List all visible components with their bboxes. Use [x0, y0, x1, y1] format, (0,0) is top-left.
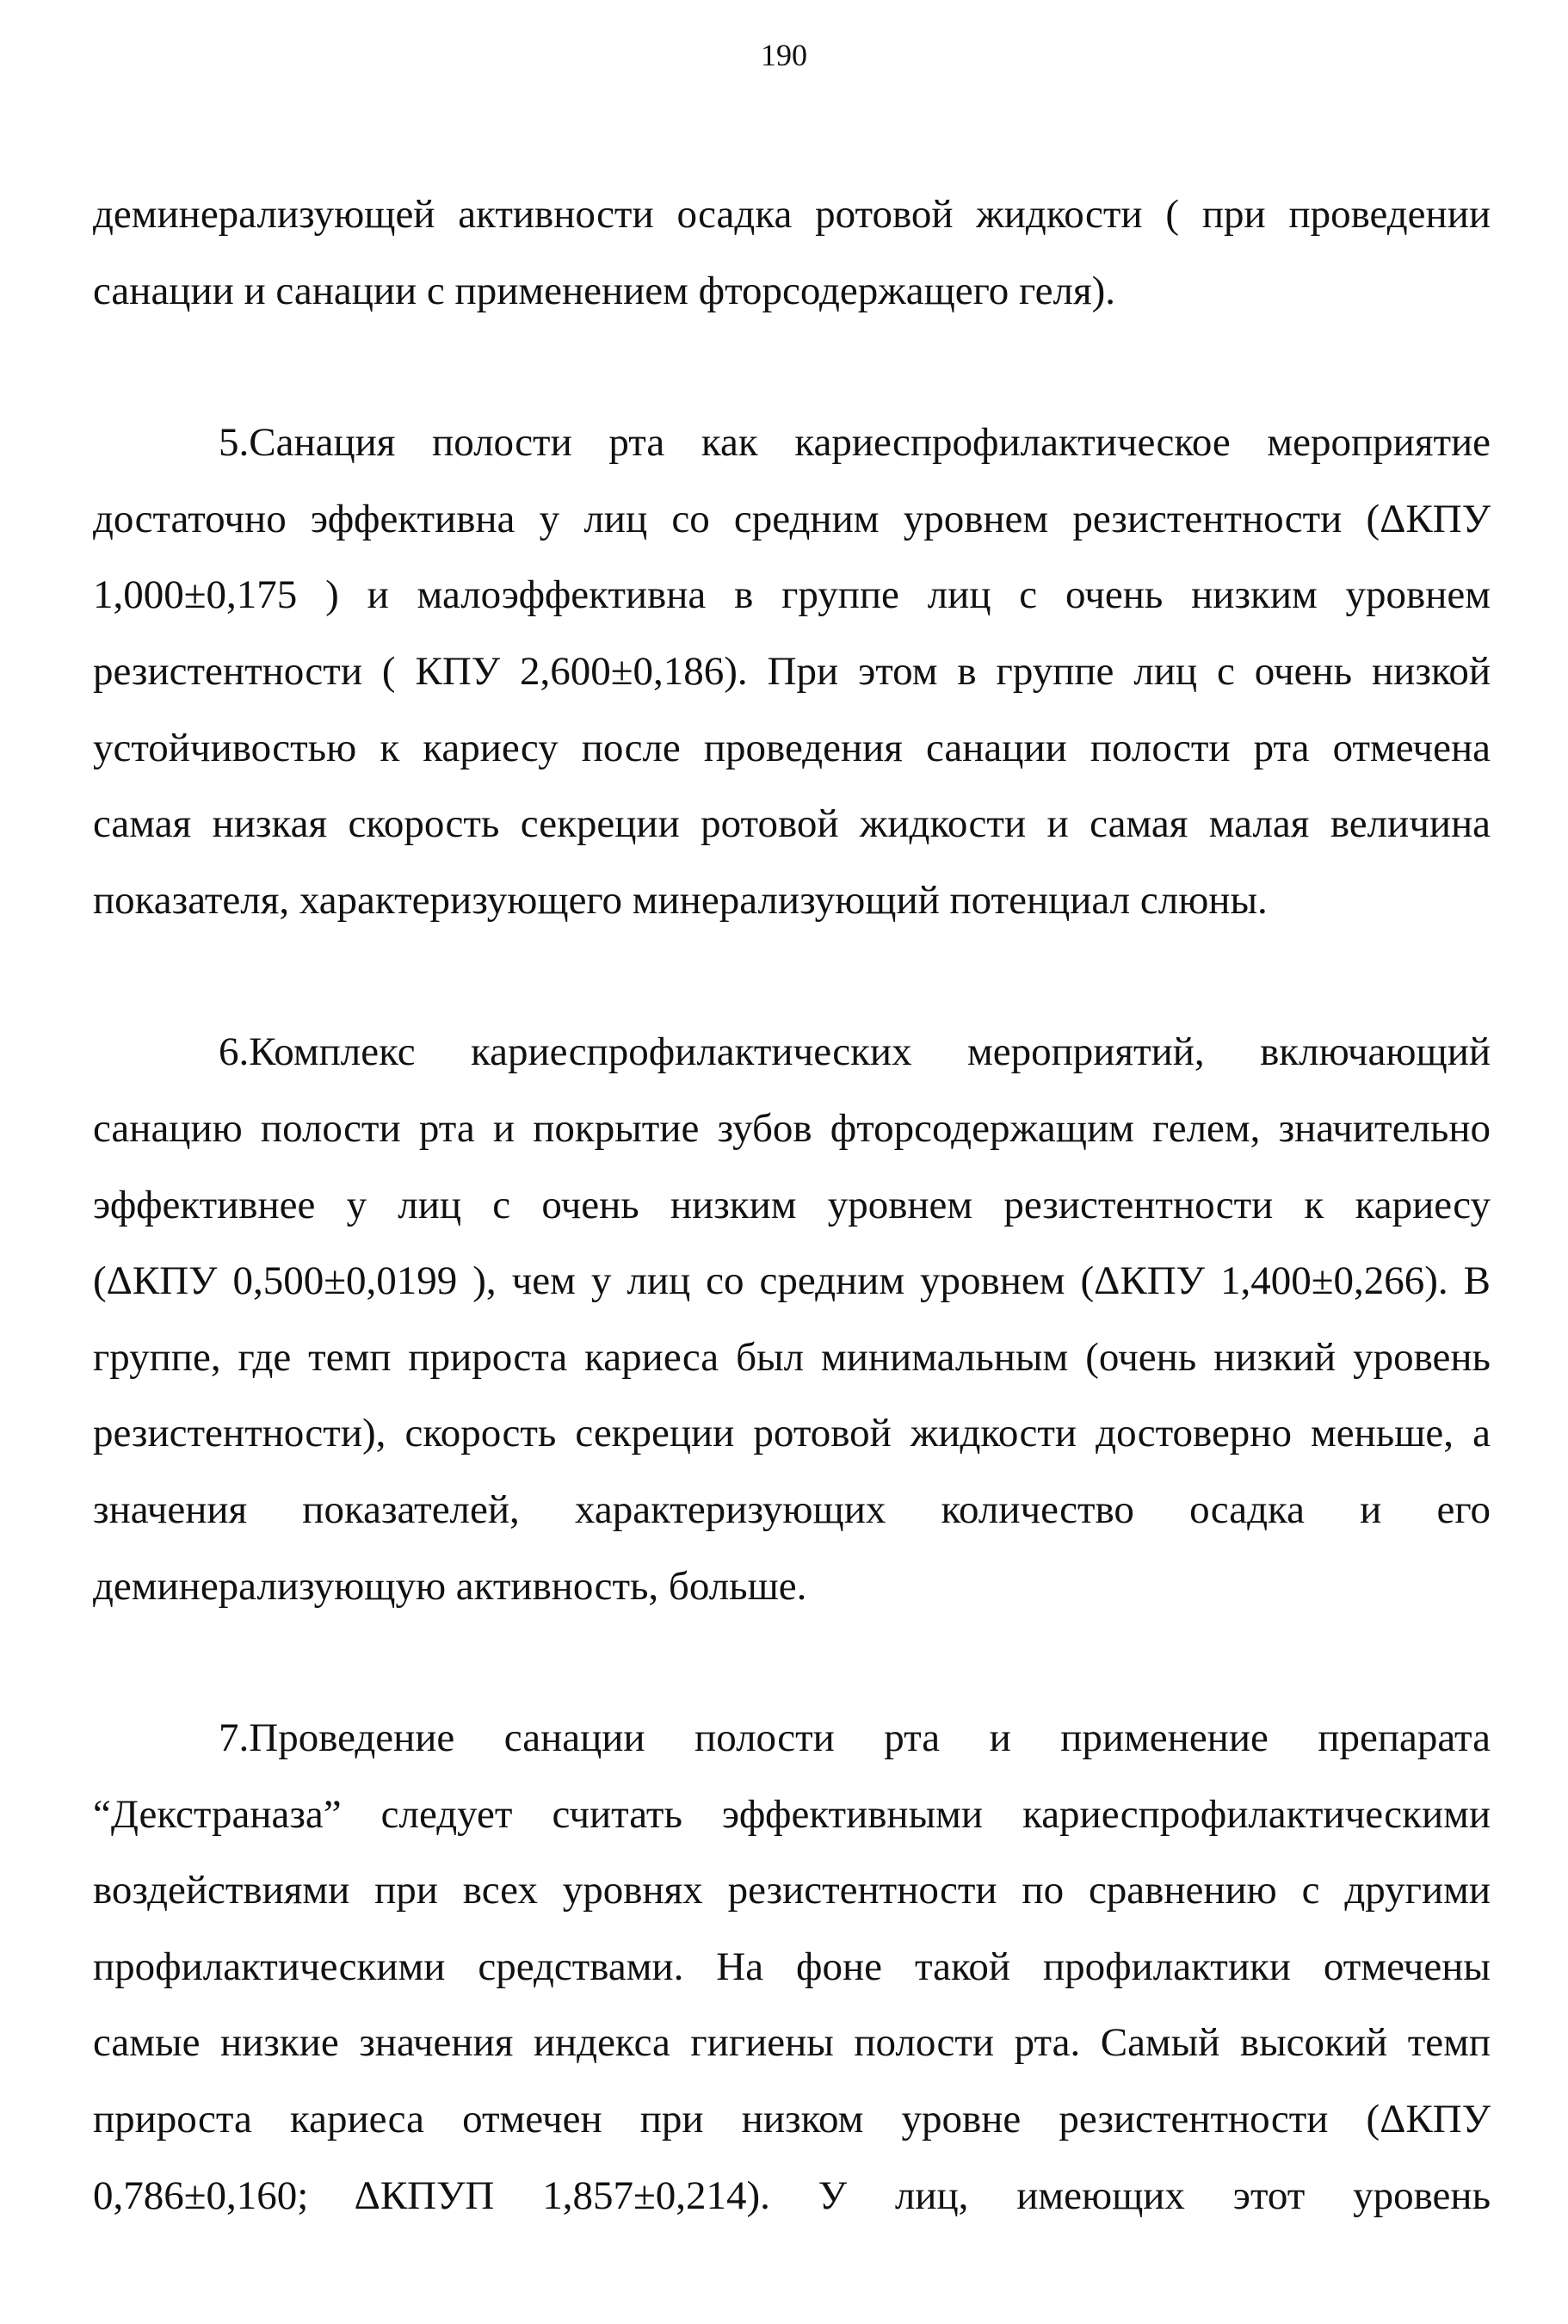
text-line: достаточно эффективна у лиц со средним уровнем резистентности (ΔКПУ: [93, 496, 1491, 541]
text-line: показателя, характеризующего минерализующий потенциал слюны.: [93, 877, 1268, 923]
text-line: (ΔКПУ 0,500±0,0199 ), чем у лиц со средним уровнем (ΔКПУ 1,400±0,266). В: [93, 1258, 1491, 1304]
text-line: группе, где темп прироста кариеса был минимальным (очень низкий уровень: [93, 1334, 1491, 1380]
text-line: самые низкие значения индекса гигиены полости рта. Самый высокий темп: [93, 2020, 1491, 2066]
text-line: 7.Проведение санации полости рта и применение препарата: [219, 1715, 1491, 1761]
text-line: эффективнее у лиц с очень низким уровнем резистентности к кариесу: [93, 1182, 1491, 1227]
document-body: [93, 176, 1491, 2234]
page-number: 190: [761, 38, 807, 72]
text-line: значения показателей, характеризующих количество осадка и его: [93, 1486, 1491, 1532]
paragraph-conclusion-6: [93, 1014, 1491, 1624]
text-line: 0,786±0,160; ΔКПУП 1,857±0,214). У лиц, имеющих этот уровень: [93, 2173, 1491, 2218]
text-line: самая низкая скорость секреции ротовой жидкости и самая малая величина: [93, 801, 1491, 847]
text-line: деминерализующей активности осадка ротовой жидкости ( при проведении: [93, 192, 1491, 237]
text-line: прироста кариеса отмечен при низком уровне резистентности (ΔКПУ: [93, 2097, 1491, 2142]
text-line: воздействиями при всех уровнях резистентности по сравнению с другими: [93, 1868, 1491, 1913]
text-line: устойчивостью к кариесу после проведения санации полости рта отмечена: [93, 725, 1491, 770]
text-line: 1,000±0,175 ) и малоэффективна в группе лиц с очень низким уровнем: [93, 572, 1491, 618]
text-line: 6.Комплекс кариеспрофилактических мероприятий, включающий: [219, 1029, 1491, 1075]
text-line: резистентности ( КПУ 2,600±0,186). При этом в группе лиц с очень низкой: [93, 648, 1491, 694]
text-line: “Декстраназа” следует считать эффективными кариеспрофилактическими: [93, 1791, 1491, 1837]
text-line: резистентности), скорость секреции ротовой жидкости достоверно меньше, а: [93, 1411, 1491, 1456]
text-line: санации и санации с применением фторсодержащего геля).: [93, 268, 1116, 313]
paragraph-continuation: [93, 176, 1491, 329]
text-line: деминерализующую активность, больше.: [93, 1563, 807, 1609]
paragraph-conclusion-5: [93, 405, 1491, 938]
text-line: профилактическими средствами. На фоне такой профилактики отмечены: [93, 1944, 1491, 1989]
text-line: санацию полости рта и покрытие зубов фторсодержащим гелем, значительно: [93, 1105, 1491, 1151]
paragraph-conclusion-7: [93, 1700, 1491, 2234]
text-line: 5.Санация полости рта как кариеспрофилактическое мероприятие: [219, 420, 1491, 466]
